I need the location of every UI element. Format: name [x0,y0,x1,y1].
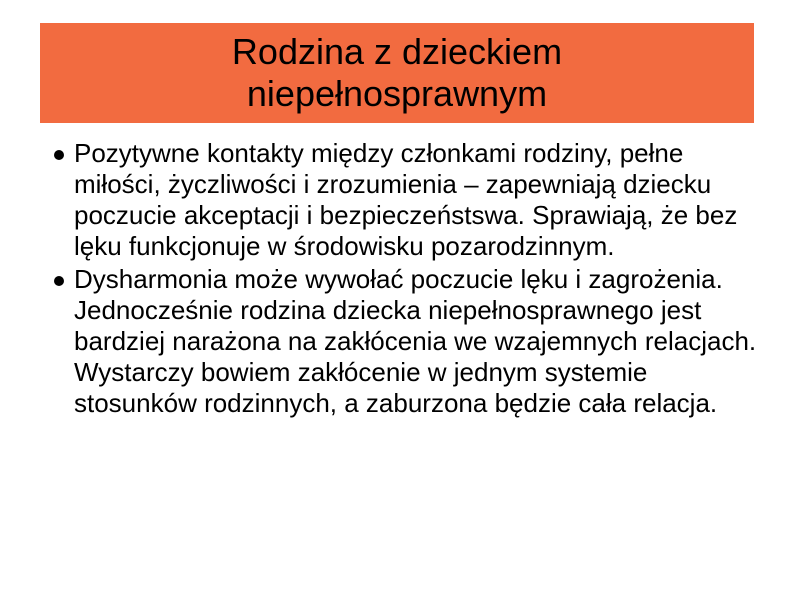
slide-title: Rodzina z dzieckiem niepełnosprawnym [231,31,563,114]
bullet-item [46,138,776,262]
bullet-text: Pozytywne kontakty między członkami rodziny, pełne miłości, życzliwości i zrozumienia – zapewniają dziecku poczucie akceptacji i bezpieczeństswa. Sprawiają, że bez lęku funkcjonuje w środowisku pozarodzinnym. [74,138,738,261]
bullet-point-icon [54,150,64,160]
bullet-text: Dysharmonia może wywołać poczucie lęku i zagrożenia. Jednocześnie rodzina dziecka niepełnosprawnego jest bardziej narażona na zakłócenia we wzajemnych relacjach. Wystarczy bowiem zakłócenie w jednym systemie stosunków rodzinnych, a zaburzona będzie cała relacja. [74,264,757,418]
bullet-item [46,264,776,419]
bullet-list [46,138,776,421]
title-banner [40,23,754,123]
bullet-point-icon [54,276,64,286]
